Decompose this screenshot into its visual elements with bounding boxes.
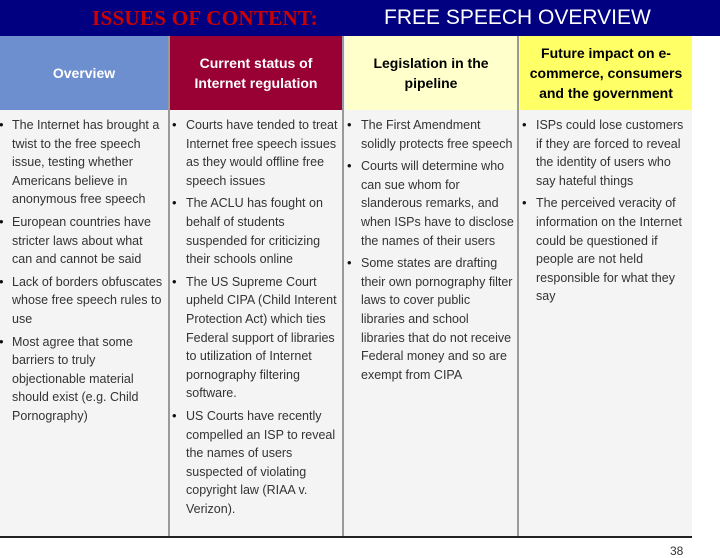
list-item: • Lack of borders obfuscates whose free speech rules to use [0,273,166,329]
column-current-status [170,36,342,536]
list-item: • The ACLU has fought on behalf of students suspended for criticizing their schools online [170,194,340,268]
list-item: • Most agree that some barriers to truly objectionable material should exist (e.g. Child Pornography) [0,333,166,426]
page-number: 38 [670,544,684,558]
list-item: • The US Supreme Court upheld CIPA (Child Interent Protection Act) which ties Federal support of libraries to utilization of Internet pornography filtering software. [170,273,340,403]
column-current-status-body [170,110,342,536]
list-item: • ISPs could lose customers if they are forced to reveal the identity of users who say hateful things [520,116,690,190]
list-item: • The Internet has brought a twist to the free speech issue, testing whether Americans believe in anonymous free speech [0,116,166,209]
column-overview [0,36,168,536]
header-current-status: Current status of Internet regulation [170,36,342,110]
column-legislation [345,36,517,536]
list-item: • US Courts have recently compelled an ISP to reveal the names of users suspected of violating copyright law (RIAA v. Verizon). [170,407,340,519]
list-item: • Courts will determine who can sue whom for slanderous remarks, and when ISPs have to disclose the names of their users [345,157,515,250]
header-overview: Overview [0,36,168,110]
slide-title-left: ISSUES OF CONTENT: [92,6,318,30]
header-future-impact: Future impact on e-commerce, consumers and the government [520,36,692,110]
title-bar [0,0,720,36]
right-margin [692,36,720,540]
list-item: • European countries have stricter laws about what can and cannot be said [0,213,166,269]
bottom-border [0,536,692,538]
column-overview-body [0,110,168,536]
column-future-impact-body [520,110,692,536]
slide-title-right: FREE SPEECH OVERVIEW [384,6,651,29]
list-item: • The perceived veracity of information on the Internet could be questioned if people are not held responsible for what they say [520,194,690,306]
column-divider [517,36,519,536]
list-item: • The First Amendment solidly protects free speech [345,116,515,153]
column-divider [342,36,344,536]
column-future-impact [520,36,692,536]
slide-table [0,36,692,558]
header-legislation: Legislation in the pipeline [345,36,517,110]
list-item: • Some states are drafting their own pornography filter laws to cover public libraries and school libraries that do not receive Federal money and so are exempt from CIPA [345,254,515,384]
list-item: • Courts have tended to treat Internet free speech issues as they would offline free speech issues [170,116,340,190]
column-legislation-body [345,110,517,536]
